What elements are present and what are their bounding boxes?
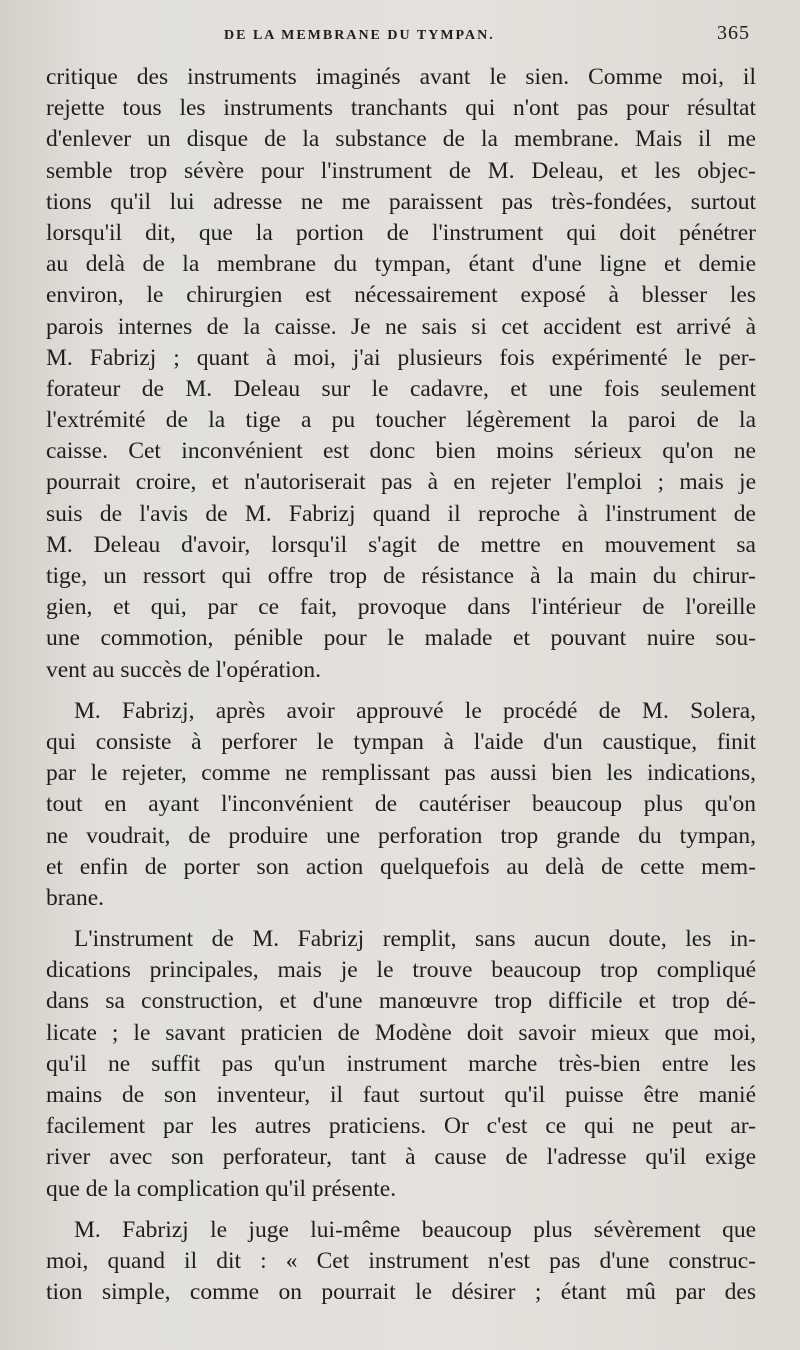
text-line: gien, et qui, par ce fait, provoque dans l'intérieur de l'oreille bbox=[46, 594, 756, 621]
text-line: tion simple, comme on pourrait le désirer ; étant mû par des bbox=[46, 1279, 756, 1306]
paragraph bbox=[46, 1215, 756, 1309]
text-line: caisse. Cet inconvénient est donc bien moins sérieux qu'on ne bbox=[46, 438, 756, 465]
text-line: environ, le chirurgien est nécessairement exposé à blesser les bbox=[46, 282, 756, 309]
text-line: tout en ayant l'inconvénient de cautériser beaucoup plus qu'on bbox=[46, 791, 756, 818]
text-line: qui consiste à perforer le tympan à l'aide d'un caustique, finit bbox=[46, 728, 756, 755]
paragraph bbox=[46, 924, 756, 1205]
text-line: l'extrémité de la tige a pu toucher légèrement la paroi de la bbox=[46, 407, 756, 434]
text-line: vent au succès de l'opération. bbox=[46, 656, 322, 683]
text-line: M. Fabrizj, après avoir approuvé le procédé de M. Solera, bbox=[74, 697, 756, 724]
text-line: semble trop sévère pour l'instrument de M. Deleau, et les objec- bbox=[46, 157, 756, 184]
text-line: moi, quand il dit : « Cet instrument n'est pas d'une construc- bbox=[46, 1247, 756, 1274]
text-line: brane. bbox=[46, 884, 105, 911]
text-line: tions qu'il lui adresse ne me paraissent pas très-fondées, surtout bbox=[46, 188, 756, 215]
text-line: d'enlever un disque de la substance de la membrane. Mais il me bbox=[46, 126, 756, 153]
text-line: parois internes de la caisse. Je ne sais si cet accident est arrivé à bbox=[46, 313, 756, 340]
text-line: par le rejeter, comme ne remplissant pas aussi bien les indications, bbox=[46, 760, 756, 787]
text-line: lorsqu'il dit, que la portion de l'instrument qui doit pénétrer bbox=[46, 219, 756, 246]
text-line: que de la complication qu'il présente. bbox=[46, 1175, 397, 1202]
text-line: river avec son perforateur, tant à cause de l'adresse qu'il exige bbox=[46, 1144, 756, 1171]
text-line: tige, un ressort qui offre trop de résistance à la main du chirur- bbox=[46, 563, 756, 589]
text-line: critique des instruments imaginés avant le sien. Comme moi, il bbox=[46, 64, 756, 90]
text-line: et enfin de porter son action quelquefois au delà de cette mem- bbox=[46, 853, 756, 880]
paragraph bbox=[46, 62, 756, 686]
text-line: licate ; le savant praticien de Modène doit savoir mieux que moi, bbox=[46, 1019, 756, 1046]
text-line: qu'il ne suffit pas qu'un instrument marche très-bien entre les bbox=[46, 1050, 756, 1077]
running-title: DE LA MEMBRANE DU TYMPAN. bbox=[224, 28, 495, 43]
text-line: ne voudrait, de produire une perforation trop grande du tympan, bbox=[46, 822, 756, 849]
page-number: 365 bbox=[717, 22, 750, 44]
text-line: M. Deleau d'avoir, lorsqu'il s'agit de mettre en mouvement sa bbox=[46, 531, 756, 558]
text-line: M. Fabrizj ; quant à moi, j'ai plusieurs fois expérimenté le per- bbox=[46, 344, 756, 371]
text-line: rejette tous les instruments tranchants qui n'ont pas pour résultat bbox=[46, 95, 756, 122]
text-line: M. Fabrizj le juge lui-même beaucoup plus sévèrement que bbox=[74, 1216, 756, 1243]
text-line: suis de l'avis de M. Fabrizj quand il reproche à l'instrument de bbox=[46, 500, 756, 527]
text-line: dans sa construction, et d'une manœuvre trop difficile et trop dé- bbox=[46, 988, 756, 1015]
text-line: une commotion, pénible pour le malade et pouvant nuire sou- bbox=[46, 625, 756, 652]
text-line: forateur de M. Deleau sur le cadavre, et une fois seulement bbox=[46, 375, 756, 402]
text-line: L'instrument de M. Fabrizj remplit, sans aucun doute, les in- bbox=[74, 926, 756, 953]
body-text bbox=[46, 62, 756, 1318]
text-line: facilement par les autres praticiens. Or c'est ce qui ne peut ar- bbox=[46, 1113, 756, 1140]
paragraph bbox=[46, 696, 756, 914]
text-line: dications principales, mais je le trouve beaucoup trop compliqué bbox=[46, 957, 756, 984]
running-head bbox=[44, 22, 750, 52]
text-line: au delà de la membrane du tympan, étant d'une ligne et demie bbox=[46, 251, 756, 278]
text-line: mains de son inventeur, il faut surtout qu'il puisse être manié bbox=[46, 1082, 756, 1108]
text-line: pourrait croire, et n'autoriserait pas à en rejeter l'emploi ; mais je bbox=[46, 469, 756, 496]
